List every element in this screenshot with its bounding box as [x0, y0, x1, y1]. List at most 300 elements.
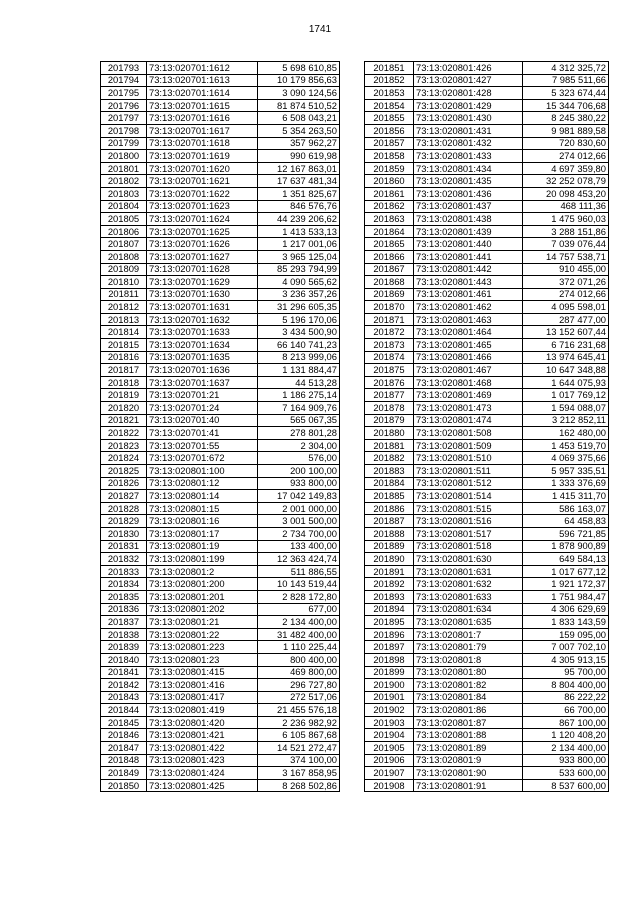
cadastral-value: 95 700,00: [523, 666, 609, 679]
cadastral-number: 73:13:020801:416: [147, 679, 258, 692]
cadastral-number: 73:13:020701:1618: [147, 137, 258, 150]
cadastral-number: 73:13:020801:426: [414, 62, 523, 75]
cadastral-number: 73:13:020801:514: [414, 490, 523, 503]
table-row: [365, 238, 609, 251]
cadastral-value: 274 012,66: [523, 288, 609, 301]
cadastral-number: 73:13:020801:512: [414, 477, 523, 490]
cadastral-number: 73:13:020801:632: [414, 578, 523, 591]
row-number: 201863: [365, 213, 414, 226]
cadastral-value: 4 312 325,72: [523, 62, 609, 75]
row-number: 201864: [365, 225, 414, 238]
cadastral-number: 73:13:020701:1621: [147, 175, 258, 188]
table-row: [365, 288, 609, 301]
cadastral-value: 86 222,22: [523, 691, 609, 704]
table-row: [101, 565, 340, 578]
row-number: 201873: [365, 339, 414, 352]
row-number: 201879: [365, 414, 414, 427]
cadastral-value: 12 167 863,01: [258, 162, 340, 175]
cadastral-value: 1 415 311,70: [523, 490, 609, 503]
table-row: [101, 490, 340, 503]
row-number: 201793: [101, 62, 147, 75]
table-row: [365, 402, 609, 415]
row-number: 201850: [101, 779, 147, 792]
row-number: 201866: [365, 250, 414, 263]
cadastral-value: 6 716 231,68: [523, 339, 609, 352]
table-row: [101, 704, 340, 717]
cadastral-number: 73:13:020701:21: [147, 389, 258, 402]
cadastral-value: 596 721,85: [523, 527, 609, 540]
row-number: 201876: [365, 376, 414, 389]
cadastral-number: 73:13:020701:1619: [147, 150, 258, 163]
cadastral-value: 576,00: [258, 452, 340, 465]
cadastral-value: 1 217 001,06: [258, 238, 340, 251]
cadastral-number: 73:13:020701:1634: [147, 339, 258, 352]
table-row: [365, 301, 609, 314]
cadastral-value: 469 800,00: [258, 666, 340, 679]
table-row: [101, 653, 340, 666]
cadastral-value: 31 482 400,00: [258, 628, 340, 641]
table-row: [365, 527, 609, 540]
table-row: [101, 124, 340, 137]
table-row: [101, 137, 340, 150]
cadastral-number: 73:13:020801:21: [147, 616, 258, 629]
table-row: [365, 515, 609, 528]
cadastral-number: 73:13:020801:88: [414, 729, 523, 742]
table-row: [101, 767, 340, 780]
cadastral-value: 565 067,35: [258, 414, 340, 427]
cadastral-value: 3 090 124,56: [258, 87, 340, 100]
cadastral-value: 14 521 272,47: [258, 742, 340, 755]
table-row: [101, 74, 340, 87]
cadastral-number: 73:13:020801:17: [147, 527, 258, 540]
table-row: [365, 351, 609, 364]
cadastral-value: 162 480,00: [523, 427, 609, 440]
cadastral-value: 586 163,07: [523, 502, 609, 515]
cadastral-value: 10 647 348,88: [523, 364, 609, 377]
row-number: 201832: [101, 553, 147, 566]
cadastral-number: 73:13:020801:630: [414, 553, 523, 566]
cadastral-value: 5 698 610,85: [258, 62, 340, 75]
cadastral-number: 73:13:020801:82: [414, 679, 523, 692]
cadastral-number: 73:13:020801:12: [147, 477, 258, 490]
table-row: [101, 553, 340, 566]
cadastral-value: 44 513,28: [258, 376, 340, 389]
table-row: [365, 439, 609, 452]
table-row: [365, 263, 609, 276]
cadastral-value: 511 886,55: [258, 565, 340, 578]
table-row: [365, 465, 609, 478]
cadastral-number: 73:13:020801:435: [414, 175, 523, 188]
cadastral-value: 200 100,00: [258, 465, 340, 478]
cadastral-number: 73:13:020701:40: [147, 414, 258, 427]
table-row: [101, 666, 340, 679]
row-number: 201824: [101, 452, 147, 465]
row-number: 201811: [101, 288, 147, 301]
table-row: [365, 477, 609, 490]
table-row: [101, 187, 340, 200]
row-number: 201852: [365, 74, 414, 87]
cadastral-number: 73:13:020801:23: [147, 653, 258, 666]
row-number: 201806: [101, 225, 147, 238]
row-number: 201834: [101, 578, 147, 591]
table-row: [365, 87, 609, 100]
row-number: 201821: [101, 414, 147, 427]
cadastral-number: 73:13:020801:201: [147, 590, 258, 603]
table-row: [365, 175, 609, 188]
table-row: [365, 729, 609, 742]
cadastral-value: 1 594 088,07: [523, 402, 609, 415]
row-number: 201802: [101, 175, 147, 188]
cadastral-number: 73:13:020701:41: [147, 427, 258, 440]
cadastral-value: 1 186 275,14: [258, 389, 340, 402]
cadastral-number: 73:13:020801:433: [414, 150, 523, 163]
table-row: [365, 326, 609, 339]
table-row: [101, 439, 340, 452]
cadastral-value: 3 434 500,90: [258, 326, 340, 339]
cadastral-number: 73:13:020801:7: [414, 628, 523, 641]
table-row: [101, 326, 340, 339]
row-number: 201794: [101, 74, 147, 87]
cadastral-number: 73:13:020801:16: [147, 515, 258, 528]
cadastral-value: 6 508 043,21: [258, 112, 340, 125]
row-number: 201798: [101, 124, 147, 137]
cadastral-value: 7 164 909,76: [258, 402, 340, 415]
table-row: [365, 200, 609, 213]
table-row: [365, 490, 609, 503]
cadastral-number: 73:13:020801:423: [147, 754, 258, 767]
row-number: 201851: [365, 62, 414, 75]
row-number: 201860: [365, 175, 414, 188]
cadastral-value: 2 134 400,00: [258, 616, 340, 629]
row-number: 201833: [101, 565, 147, 578]
table-row: [365, 691, 609, 704]
cadastral-value: 7 985 511,66: [523, 74, 609, 87]
cadastral-number: 73:13:020801:80: [414, 666, 523, 679]
cadastral-number: 73:13:020801:441: [414, 250, 523, 263]
table-row: [101, 351, 340, 364]
table-row: [365, 716, 609, 729]
table-row: [101, 477, 340, 490]
cadastral-number: 73:13:020801:87: [414, 716, 523, 729]
cadastral-number: 73:13:020701:1636: [147, 364, 258, 377]
table-row: [101, 162, 340, 175]
cadastral-value: 357 962,27: [258, 137, 340, 150]
table-row: [365, 112, 609, 125]
table-row: [365, 364, 609, 377]
table-row: [365, 74, 609, 87]
cadastral-number: 73:13:020701:1615: [147, 99, 258, 112]
table-row: [101, 679, 340, 692]
cadastral-value: 1 475 960,03: [523, 213, 609, 226]
table-row: [101, 641, 340, 654]
row-number: 201823: [101, 439, 147, 452]
table-row: [101, 729, 340, 742]
cadastral-value: 468 111,36: [523, 200, 609, 213]
row-number: 201797: [101, 112, 147, 125]
row-number: 201849: [101, 767, 147, 780]
cadastral-number: 73:13:020801:462: [414, 301, 523, 314]
cadastral-value: 5 957 335,51: [523, 465, 609, 478]
cadastral-number: 73:13:020801:86: [414, 704, 523, 717]
cadastral-value: 1 644 075,93: [523, 376, 609, 389]
table-row: [365, 427, 609, 440]
cadastral-value: 13 152 607,44: [523, 326, 609, 339]
cadastral-value: 1 333 376,69: [523, 477, 609, 490]
cadastral-value: 15 344 706,68: [523, 99, 609, 112]
table-row: [365, 414, 609, 427]
row-number: 201817: [101, 364, 147, 377]
row-number: 201872: [365, 326, 414, 339]
cadastral-number: 73:13:020801:200: [147, 578, 258, 591]
cadastral-number: 73:13:020801:515: [414, 502, 523, 515]
row-number: 201894: [365, 603, 414, 616]
cadastral-number: 73:13:020701:1637: [147, 376, 258, 389]
table-row: [101, 603, 340, 616]
cadastral-number: 73:13:020701:1620: [147, 162, 258, 175]
cadastral-number: 73:13:020801:91: [414, 779, 523, 792]
row-number: 201890: [365, 553, 414, 566]
cadastral-number: 73:13:020701:1616: [147, 112, 258, 125]
cadastral-number: 73:13:020801:428: [414, 87, 523, 100]
table-row: [101, 339, 340, 352]
cadastral-value: 3 236 357,26: [258, 288, 340, 301]
cadastral-value: 66 140 741,23: [258, 339, 340, 352]
cadastral-number: 73:13:020701:1635: [147, 351, 258, 364]
row-number: 201815: [101, 339, 147, 352]
row-number: 201867: [365, 263, 414, 276]
cadastral-number: 73:13:020701:1623: [147, 200, 258, 213]
row-number: 201885: [365, 490, 414, 503]
table-row: [365, 754, 609, 767]
table-row: [101, 364, 340, 377]
table-row: [101, 389, 340, 402]
table-row: [365, 376, 609, 389]
row-number: 201804: [101, 200, 147, 213]
cadastral-value: 2 236 982,92: [258, 716, 340, 729]
cadastral-value: 5 354 263,50: [258, 124, 340, 137]
cadastral-value: 4 095 598,01: [523, 301, 609, 314]
cadastral-number: 73:13:020801:429: [414, 99, 523, 112]
cadastral-number: 73:13:020801:511: [414, 465, 523, 478]
cadastral-value: 2 734 700,00: [258, 527, 340, 540]
cadastral-value: 8 268 502,86: [258, 779, 340, 792]
row-number: 201805: [101, 213, 147, 226]
cadastral-value: 6 105 867,68: [258, 729, 340, 742]
cadastral-number: 73:13:020801:199: [147, 553, 258, 566]
row-number: 201904: [365, 729, 414, 742]
table-row: [365, 389, 609, 402]
cadastral-value: 1 120 408,20: [523, 729, 609, 742]
cadastral-number: 73:13:020801:474: [414, 414, 523, 427]
cadastral-value: 3 001 500,00: [258, 515, 340, 528]
row-number: 201826: [101, 477, 147, 490]
row-number: 201853: [365, 87, 414, 100]
cadastral-number: 73:13:020801:463: [414, 313, 523, 326]
row-number: 201892: [365, 578, 414, 591]
cadastral-number: 73:13:020801:421: [147, 729, 258, 742]
table-row: [101, 427, 340, 440]
cadastral-value: 8 804 400,00: [523, 679, 609, 692]
cadastral-value: 20 098 453,20: [523, 187, 609, 200]
cadastral-number: 73:13:020801:467: [414, 364, 523, 377]
table-row: [365, 628, 609, 641]
row-number: 201846: [101, 729, 147, 742]
cadastral-number: 73:13:020801:19: [147, 540, 258, 553]
table-row: [365, 225, 609, 238]
row-number: 201908: [365, 779, 414, 792]
cadastral-value: 933 800,00: [523, 754, 609, 767]
row-number: 201903: [365, 716, 414, 729]
row-number: 201809: [101, 263, 147, 276]
cadastral-value: 4 090 565,62: [258, 276, 340, 289]
cadastral-number: 73:13:020801:431: [414, 124, 523, 137]
cadastral-number: 73:13:020701:1617: [147, 124, 258, 137]
cadastral-number: 73:13:020801:434: [414, 162, 523, 175]
row-number: 201870: [365, 301, 414, 314]
table-row: [101, 87, 340, 100]
table-row: [365, 150, 609, 163]
table-row: [101, 465, 340, 478]
table-row: [365, 666, 609, 679]
cadastral-value: 8 245 380,22: [523, 112, 609, 125]
row-number: 201907: [365, 767, 414, 780]
row-number: 201848: [101, 754, 147, 767]
cadastral-value: 14 757 538,71: [523, 250, 609, 263]
row-number: 201906: [365, 754, 414, 767]
cadastral-number: 73:13:020801:223: [147, 641, 258, 654]
cadastral-number: 73:13:020701:1629: [147, 276, 258, 289]
row-number: 201883: [365, 465, 414, 478]
row-number: 201896: [365, 628, 414, 641]
cadastral-value: 1 017 677,12: [523, 565, 609, 578]
cadastral-value: 374 100,00: [258, 754, 340, 767]
cadastral-number: 73:13:020801:415: [147, 666, 258, 679]
table-row: [101, 452, 340, 465]
cadastral-value: 10 179 856,63: [258, 74, 340, 87]
cadastral-value: 1 110 225,44: [258, 641, 340, 654]
cadastral-number: 73:13:020801:633: [414, 590, 523, 603]
table-row: [365, 276, 609, 289]
table-row: [365, 213, 609, 226]
cadastral-value: 272 517,06: [258, 691, 340, 704]
cadastral-value: 278 801,28: [258, 427, 340, 440]
cadastral-value: 3 167 858,95: [258, 767, 340, 780]
row-number: 201884: [365, 477, 414, 490]
table-row: [365, 162, 609, 175]
cadastral-value: 44 239 206,62: [258, 213, 340, 226]
table-row: [101, 414, 340, 427]
table-row: [101, 200, 340, 213]
row-number: 201881: [365, 439, 414, 452]
row-number: 201835: [101, 590, 147, 603]
cadastral-number: 73:13:020801:464: [414, 326, 523, 339]
cadastral-value: 677,00: [258, 603, 340, 616]
table-row: [365, 578, 609, 591]
cadastral-number: 73:13:020801:517: [414, 527, 523, 540]
row-number: 201905: [365, 742, 414, 755]
cadastral-value: 159 095,00: [523, 628, 609, 641]
row-number: 201897: [365, 641, 414, 654]
cadastral-value: 8 537 600,00: [523, 779, 609, 792]
cadastral-value: 10 143 519,44: [258, 578, 340, 591]
row-number: 201827: [101, 490, 147, 503]
row-number: 201800: [101, 150, 147, 163]
table-row: [101, 628, 340, 641]
table-row: [101, 263, 340, 276]
cadastral-number: 73:13:020801:427: [414, 74, 523, 87]
row-number: 201829: [101, 515, 147, 528]
cadastral-value: 7 039 076,44: [523, 238, 609, 251]
cadastral-value: 2 828 172,80: [258, 590, 340, 603]
cadastral-value: 85 293 794,99: [258, 263, 340, 276]
row-number: 201808: [101, 250, 147, 263]
row-number: 201803: [101, 187, 147, 200]
cadastral-number: 73:13:020801:631: [414, 565, 523, 578]
cadastral-number: 73:13:020801:9: [414, 754, 523, 767]
table-row: [365, 124, 609, 137]
cadastral-number: 73:13:020701:1625: [147, 225, 258, 238]
cadastral-number: 73:13:020801:15: [147, 502, 258, 515]
table-row: [101, 578, 340, 591]
row-number: 201844: [101, 704, 147, 717]
table-row: [101, 515, 340, 528]
row-number: 201899: [365, 666, 414, 679]
row-number: 201822: [101, 427, 147, 440]
table-row: [365, 704, 609, 717]
table-row: [365, 187, 609, 200]
cadastral-number: 73:13:020801:90: [414, 767, 523, 780]
table-row: [101, 250, 340, 263]
cadastral-value: 1 453 519,70: [523, 439, 609, 452]
table-row: [101, 402, 340, 415]
row-number: 201801: [101, 162, 147, 175]
cadastral-value: 81 874 510,52: [258, 99, 340, 112]
ledger-table-right: [364, 61, 609, 792]
table-row: [101, 754, 340, 767]
cadastral-value: 12 363 424,74: [258, 553, 340, 566]
row-number: 201814: [101, 326, 147, 339]
cadastral-value: 31 296 605,35: [258, 301, 340, 314]
table-row: [101, 276, 340, 289]
cadastral-value: 17 637 481,34: [258, 175, 340, 188]
row-number: 201818: [101, 376, 147, 389]
table-row: [101, 225, 340, 238]
table-row: [101, 313, 340, 326]
cadastral-number: 73:13:020801:509: [414, 439, 523, 452]
row-number: 201886: [365, 502, 414, 515]
table-row: [101, 527, 340, 540]
cadastral-value: 7 007 702,10: [523, 641, 609, 654]
cadastral-value: 1 751 984,47: [523, 590, 609, 603]
row-number: 201831: [101, 540, 147, 553]
row-number: 201868: [365, 276, 414, 289]
table-row: [365, 616, 609, 629]
table-row: [101, 301, 340, 314]
cadastral-value: 4 697 359,80: [523, 162, 609, 175]
table-row: [365, 742, 609, 755]
table-row: [101, 288, 340, 301]
cadastral-value: 32 252 078,79: [523, 175, 609, 188]
cadastral-value: 533 600,00: [523, 767, 609, 780]
cadastral-number: 73:13:020801:438: [414, 213, 523, 226]
row-number: 201902: [365, 704, 414, 717]
table-row: [365, 137, 609, 150]
cadastral-number: 73:13:020801:510: [414, 452, 523, 465]
row-number: 201888: [365, 527, 414, 540]
row-number: 201889: [365, 540, 414, 553]
row-number: 201895: [365, 616, 414, 629]
row-number: 201837: [101, 616, 147, 629]
